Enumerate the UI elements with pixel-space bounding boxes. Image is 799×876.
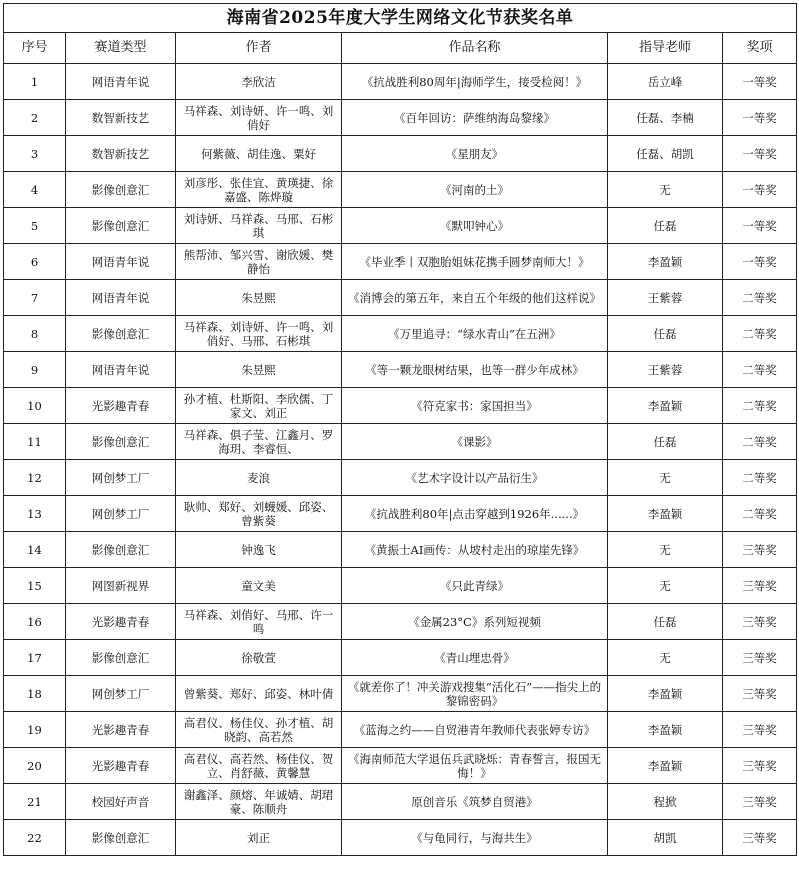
cell-index: 6 [4, 244, 66, 280]
cell-work: 《万里追寻：“绿水青山”在五洲》 [342, 316, 608, 352]
cell-index: 13 [4, 496, 66, 532]
cell-author: 高君仪、高若然、杨佳仪、贺立、肖舒薇、黄馨慧 [176, 748, 342, 784]
cell-author: 刘正 [176, 820, 342, 856]
table-row [4, 640, 797, 676]
cell-award: 二等奖 [723, 352, 797, 388]
cell-work: 原创音乐《筑梦自贸港》 [342, 784, 608, 820]
cell-author: 马祥森、刘诗妍、许一鸣、刘俏好 [176, 100, 342, 136]
cell-track: 光影趣青春 [66, 712, 176, 748]
cell-work: 《百年回访：萨维纳海岛黎缘》 [342, 100, 608, 136]
table-row [4, 424, 797, 460]
cell-track: 网语青年说 [66, 352, 176, 388]
cell-work: 《就差你了！冲关游戏搜集“活化石”——指尖上的黎锦密码》 [342, 676, 608, 712]
cell-index: 7 [4, 280, 66, 316]
cell-index: 1 [4, 64, 66, 100]
cell-author: 马祥森、刘俏好、马邢、许一鸣 [176, 604, 342, 640]
cell-author: 朱昱熙 [176, 280, 342, 316]
cell-track: 网语青年说 [66, 64, 176, 100]
cell-advisor: 李盈颖 [608, 712, 723, 748]
cell-index: 2 [4, 100, 66, 136]
cell-award: 一等奖 [723, 244, 797, 280]
cell-award: 一等奖 [723, 208, 797, 244]
cell-work: 《默叩钟心》 [342, 208, 608, 244]
cell-index: 19 [4, 712, 66, 748]
cell-award: 一等奖 [723, 172, 797, 208]
cell-advisor: 任磊、李楠 [608, 100, 723, 136]
cell-work: 《海南师范大学退伍兵武晓烁：青春誓言，报国无悔！》 [342, 748, 608, 784]
cell-index: 3 [4, 136, 66, 172]
table-row [4, 784, 797, 820]
cell-award: 二等奖 [723, 424, 797, 460]
cell-index: 17 [4, 640, 66, 676]
cell-advisor: 任磊 [608, 604, 723, 640]
cell-award: 三等奖 [723, 748, 797, 784]
cell-award: 三等奖 [723, 784, 797, 820]
table-row [4, 604, 797, 640]
cell-author: 耿帅、郑好、刘蠛媛、邱姿、曾紫葵 [176, 496, 342, 532]
cell-index: 16 [4, 604, 66, 640]
cell-work: 《蓝海之约——自贸港青年教师代表张婷专访》 [342, 712, 608, 748]
cell-track: 网创梦工厂 [66, 496, 176, 532]
table-row [4, 100, 797, 136]
cell-index: 20 [4, 748, 66, 784]
cell-award: 二等奖 [723, 388, 797, 424]
cell-advisor: 无 [608, 532, 723, 568]
cell-author: 钟逸飞 [176, 532, 342, 568]
cell-work: 《青山埋忠骨》 [342, 640, 608, 676]
cell-track: 网创梦工厂 [66, 460, 176, 496]
cell-author: 孙才植、杜斯阳、李欣儒、丁家文、刘正 [176, 388, 342, 424]
cell-index: 4 [4, 172, 66, 208]
cell-index: 14 [4, 532, 66, 568]
table-row [4, 460, 797, 496]
table-row [4, 244, 797, 280]
cell-index: 8 [4, 316, 66, 352]
table-row [4, 568, 797, 604]
cell-author: 李欣洁 [176, 64, 342, 100]
cell-author: 刘诗妍、马祥森、马邢、石彬琪 [176, 208, 342, 244]
cell-track: 光影趣青春 [66, 748, 176, 784]
cell-index: 11 [4, 424, 66, 460]
cell-advisor: 李盈颖 [608, 676, 723, 712]
cell-advisor: 任磊、胡凯 [608, 136, 723, 172]
cell-award: 三等奖 [723, 604, 797, 640]
header-index: 序号 [4, 33, 66, 64]
cell-award: 二等奖 [723, 460, 797, 496]
cell-advisor: 王紫蓉 [608, 352, 723, 388]
cell-work: 《抗战胜利80年|点击穿越到1926年......》 [342, 496, 608, 532]
cell-track: 影像创意汇 [66, 424, 176, 460]
cell-track: 影像创意汇 [66, 208, 176, 244]
header-advisor: 指导老师 [608, 33, 723, 64]
table-row [4, 388, 797, 424]
cell-work: 《艺术字设计以产品衍生》 [342, 460, 608, 496]
cell-work: 《抗战胜利80周年|海师学生，接受检阅！》 [342, 64, 608, 100]
cell-award: 三等奖 [723, 712, 797, 748]
cell-award: 三等奖 [723, 676, 797, 712]
cell-track: 影像创意汇 [66, 820, 176, 856]
cell-track: 网创梦工厂 [66, 676, 176, 712]
cell-advisor: 任磊 [608, 424, 723, 460]
cell-index: 22 [4, 820, 66, 856]
cell-author: 曾紫葵、郑好、邱姿、林叶倩 [176, 676, 342, 712]
cell-work: 《黄振士AI画传：从坡村走出的琼崖先锋》 [342, 532, 608, 568]
cell-track: 网图新视界 [66, 568, 176, 604]
cell-advisor: 李盈颖 [608, 388, 723, 424]
table-row [4, 676, 797, 712]
cell-author: 徐敬萱 [176, 640, 342, 676]
cell-work: 《金属23°C》系列短视频 [342, 604, 608, 640]
cell-author: 刘彦彤、张佳宜、黄瑛捷、徐嘉盛、陈烨璇 [176, 172, 342, 208]
cell-advisor: 任磊 [608, 208, 723, 244]
table-row [4, 820, 797, 856]
cell-author: 谢鑫泽、颜熔、年诚婧、胡珺豪、陈顺舟 [176, 784, 342, 820]
cell-work: 《等一颗龙眼树结果，也等一群少年成林》 [342, 352, 608, 388]
cell-work: 《与龟同行，与海共生》 [342, 820, 608, 856]
cell-advisor: 任磊 [608, 316, 723, 352]
cell-track: 网语青年说 [66, 244, 176, 280]
cell-author: 童文美 [176, 568, 342, 604]
table-row [4, 136, 797, 172]
award-table [3, 3, 797, 856]
title-row [4, 4, 797, 33]
cell-author: 马祥森、刘诗妍、许一鸣、刘俏好、马邢、石彬琪 [176, 316, 342, 352]
cell-advisor: 无 [608, 172, 723, 208]
table-row [4, 64, 797, 100]
cell-award: 三等奖 [723, 568, 797, 604]
table-row [4, 208, 797, 244]
table-row [4, 352, 797, 388]
cell-work: 《只此青绿》 [342, 568, 608, 604]
header-work: 作品名称 [342, 33, 608, 64]
cell-award: 三等奖 [723, 640, 797, 676]
cell-work: 《消博会的第五年，来自五个年级的他们这样说》 [342, 280, 608, 316]
cell-author: 高君仪、杨佳仪、孙才植、胡晓韵、高若然 [176, 712, 342, 748]
cell-track: 影像创意汇 [66, 316, 176, 352]
cell-award: 三等奖 [723, 820, 797, 856]
table-row [4, 280, 797, 316]
cell-award: 二等奖 [723, 280, 797, 316]
cell-index: 10 [4, 388, 66, 424]
cell-index: 15 [4, 568, 66, 604]
cell-work: 《符克家书：家国担当》 [342, 388, 608, 424]
cell-advisor: 李盈颖 [608, 496, 723, 532]
cell-advisor: 无 [608, 460, 723, 496]
cell-author: 麦浪 [176, 460, 342, 496]
cell-advisor: 无 [608, 640, 723, 676]
cell-award: 三等奖 [723, 532, 797, 568]
cell-track: 数智新技艺 [66, 136, 176, 172]
cell-author: 熊帮沛、邹兴雪、谢欣媛、樊静怡 [176, 244, 342, 280]
cell-index: 21 [4, 784, 66, 820]
cell-work: 《星朋友》 [342, 136, 608, 172]
cell-track: 光影趣青春 [66, 388, 176, 424]
cell-track: 校园好声音 [66, 784, 176, 820]
table-row [4, 172, 797, 208]
cell-track: 数智新技艺 [66, 100, 176, 136]
cell-advisor: 李盈颖 [608, 748, 723, 784]
cell-track: 影像创意汇 [66, 172, 176, 208]
cell-track: 影像创意汇 [66, 532, 176, 568]
cell-award: 一等奖 [723, 64, 797, 100]
cell-work: 《毕业季丨双胞胎姐妹花携手圆梦南师大！》 [342, 244, 608, 280]
table-row [4, 712, 797, 748]
header-track: 赛道类型 [66, 33, 176, 64]
table-body [4, 64, 797, 856]
table-row [4, 748, 797, 784]
cell-award: 二等奖 [723, 316, 797, 352]
table-row [4, 496, 797, 532]
cell-award: 一等奖 [723, 100, 797, 136]
header-row [4, 33, 797, 64]
cell-advisor: 李盈颖 [608, 244, 723, 280]
cell-author: 朱昱熙 [176, 352, 342, 388]
cell-author: 何紫薇、胡佳逸、粟好 [176, 136, 342, 172]
cell-advisor: 程掀 [608, 784, 723, 820]
page-title: 海南省2025年度大学生网络文化节获奖名单 [4, 4, 797, 33]
cell-index: 9 [4, 352, 66, 388]
cell-advisor: 无 [608, 568, 723, 604]
cell-index: 18 [4, 676, 66, 712]
table-row [4, 532, 797, 568]
cell-advisor: 岳立峰 [608, 64, 723, 100]
cell-work: 《课影》 [342, 424, 608, 460]
header-author: 作者 [176, 33, 342, 64]
cell-award: 一等奖 [723, 136, 797, 172]
cell-index: 12 [4, 460, 66, 496]
cell-author: 马祥森、俱子莹、江鑫月、罗海玥、李睿恒、 [176, 424, 342, 460]
cell-index: 5 [4, 208, 66, 244]
cell-work: 《河南的土》 [342, 172, 608, 208]
cell-track: 影像创意汇 [66, 640, 176, 676]
cell-track: 网语青年说 [66, 280, 176, 316]
cell-track: 光影趣青春 [66, 604, 176, 640]
award-list-sheet [3, 3, 796, 856]
header-award: 奖项 [723, 33, 797, 64]
cell-advisor: 胡凯 [608, 820, 723, 856]
cell-award: 二等奖 [723, 496, 797, 532]
cell-advisor: 王紫蓉 [608, 280, 723, 316]
table-row [4, 316, 797, 352]
